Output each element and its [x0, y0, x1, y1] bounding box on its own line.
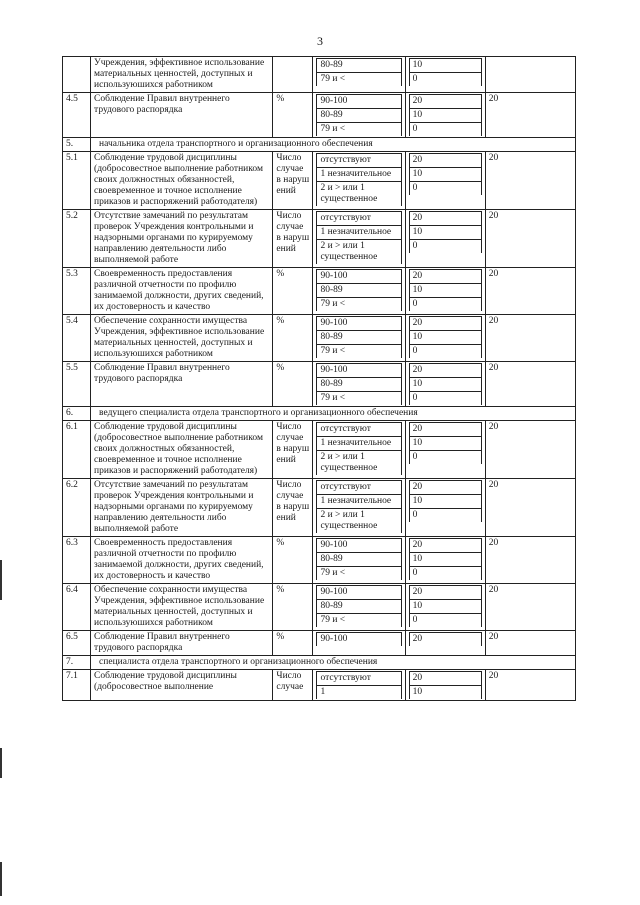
unit: % [273, 631, 313, 656]
value-range: 2 и > или 1 существенное [317, 182, 401, 207]
section-title: ведущего специалиста отдела транспортного и организационного обеспечения [91, 407, 576, 421]
page-number: 3 [317, 34, 323, 48]
points: 20 [409, 423, 481, 437]
value-range: отсутствуют [317, 481, 401, 495]
points-cell [405, 670, 485, 701]
points: 0 [409, 567, 481, 581]
unit: % [273, 268, 313, 315]
points: 10 [409, 109, 481, 123]
max-points: 20 [485, 421, 575, 479]
points: 10 [409, 600, 481, 614]
unit: % [273, 93, 313, 138]
unit: Число случае в наруш ений [273, 210, 313, 268]
criterion-text: Соблюдение Правил внутреннего трудового распорядка [91, 631, 273, 656]
points-cell [405, 93, 485, 138]
section-row [63, 656, 576, 670]
criterion-text: Своевременность предоставления различной отчетности по профилю занимаемой должности, других сведений, их достоверность и качество [91, 537, 273, 584]
value-range: 79 и < [317, 298, 401, 312]
unit: Число случае в наруш ений [273, 421, 313, 479]
points: 20 [409, 212, 481, 226]
value-range: 1 [317, 686, 401, 700]
value-range: 1 незначительное [317, 495, 401, 509]
criterion-number: 6.1 [63, 421, 91, 479]
criterion-row [63, 479, 576, 537]
max-points: 20 [485, 93, 575, 138]
value-range: 1 незначительное [317, 168, 401, 182]
max-points: 20 [485, 268, 575, 315]
criterion-number: 5.5 [63, 362, 91, 407]
criterion-row [63, 537, 576, 584]
value-range: 80-89 [317, 284, 401, 298]
value-range: 79 и < [317, 567, 401, 581]
value-range: 2 и > или 1 существенное [317, 509, 401, 534]
value-range: 90-100 [317, 539, 401, 553]
points: 0 [409, 392, 481, 406]
points-cell [405, 210, 485, 268]
criterion-row [63, 268, 576, 315]
criterion-row [63, 421, 576, 479]
value-ranges-cell [313, 479, 405, 537]
value-range: 1 незначительное [317, 437, 401, 451]
value-ranges-cell [313, 268, 405, 315]
value-range: отсутствуют [317, 212, 401, 226]
criterion-text: Обеспечение сохранности имущества Учреждения, эффективное использование материальных ценностей, доступных и используюшихся работником [91, 315, 273, 362]
unit: % [273, 362, 313, 407]
points: 20 [409, 270, 481, 284]
criterion-text: Отсутствие замечаний по результатам проверок Учреждения контрольными и надзорными органами по курируемому направлению деятельности либо выполняемой работе [91, 479, 273, 537]
value-ranges-cell [313, 315, 405, 362]
unit: % [273, 537, 313, 584]
value-range: 79 и < [317, 73, 401, 87]
criterion-row [63, 210, 576, 268]
criterion-number: 5.4 [63, 315, 91, 362]
criterion-row [63, 670, 576, 701]
criterion-row [63, 152, 576, 210]
points: 20 [409, 364, 481, 378]
criterion-number: 5.2 [63, 210, 91, 268]
unit [273, 57, 313, 93]
points: 0 [409, 345, 481, 359]
points: 10 [409, 59, 481, 73]
value-ranges-cell [313, 93, 405, 138]
points: 10 [409, 284, 481, 298]
criterion-row [63, 93, 576, 138]
value-ranges-cell [313, 421, 405, 479]
points: 10 [409, 331, 481, 345]
max-points: 20 [485, 152, 575, 210]
points: 10 [409, 378, 481, 392]
criterion-row [63, 584, 576, 631]
scan-edge-mark [0, 560, 2, 600]
points-cell [405, 362, 485, 407]
points: 10 [409, 437, 481, 451]
unit: % [273, 315, 313, 362]
max-points: 20 [485, 631, 575, 656]
value-range: 90-100 [317, 270, 401, 284]
points-cell [405, 57, 485, 93]
section-number: 7. [63, 656, 91, 670]
points-cell [405, 479, 485, 537]
points: 10 [409, 168, 481, 182]
value-range: 90-100 [317, 317, 401, 331]
points: 20 [409, 95, 481, 109]
value-range: 90-100 [317, 586, 401, 600]
value-ranges-cell [313, 537, 405, 584]
scan-edge-mark [0, 862, 2, 896]
section-title: специалиста отдела транспортного и организационного обеспечения [91, 656, 576, 670]
criterion-text: Отсутствие замечаний по результатам проверок Учреждения контрольными и надзорными органами по курируемому направлению деятельности либо выполняемой работе [91, 210, 273, 268]
points: 20 [409, 586, 481, 600]
max-points: 20 [485, 537, 575, 584]
value-range: 79 и < [317, 345, 401, 359]
criterion-number: 4.5 [63, 93, 91, 138]
points-cell [405, 584, 485, 631]
points: 20 [409, 672, 481, 686]
criterion-text: Соблюдение трудовой дисциплины (добросовестное выполнение работником своих должностных обязанностей, своевременное и точное исполнение приказов и распоряжений работодателя) [91, 152, 273, 210]
points: 20 [409, 481, 481, 495]
points: 20 [409, 317, 481, 331]
points-cell [405, 631, 485, 656]
points-cell [405, 315, 485, 362]
value-range: 80-89 [317, 59, 401, 73]
criterion-number: 6.4 [63, 584, 91, 631]
criterion-text: Учреждения, эффективное использование материальных ценностей, доступных и используюшихся работником [91, 57, 273, 93]
value-range: 90-100 [317, 95, 401, 109]
criterion-text: Обеспечение сохранности имущества Учреждения, эффективное использование материальных ценностей, доступных и используюшихся работником [91, 584, 273, 631]
unit: Число случае в наруш ений [273, 479, 313, 537]
points: 0 [409, 123, 481, 137]
value-range: 80-89 [317, 378, 401, 392]
points: 0 [409, 614, 481, 628]
points: 20 [409, 539, 481, 553]
points-cell [405, 152, 485, 210]
criterion-text: Соблюдение Правил внутреннего трудового распорядка [91, 93, 273, 138]
section-number: 5. [63, 138, 91, 152]
value-range: отсутствуют [317, 672, 401, 686]
value-range: 80-89 [317, 600, 401, 614]
value-ranges-cell [313, 631, 405, 656]
points: 0 [409, 73, 481, 87]
max-points: 20 [485, 210, 575, 268]
value-ranges-cell [313, 210, 405, 268]
criterion-number: 6.5 [63, 631, 91, 656]
criterion-number: 6.2 [63, 479, 91, 537]
value-range: отсутствуют [317, 154, 401, 168]
section-title: начальника отдела транспортного и организационного обеспечения [91, 138, 576, 152]
points: 10 [409, 226, 481, 240]
points-cell [405, 421, 485, 479]
criterion-number: 6.3 [63, 537, 91, 584]
criteria-table [62, 56, 576, 701]
value-range: 79 и < [317, 614, 401, 628]
criterion-text: Соблюдение трудовой дисциплины (добросовестное выполнение [91, 670, 273, 701]
value-ranges-cell [313, 584, 405, 631]
max-points: 20 [485, 670, 575, 701]
unit: % [273, 584, 313, 631]
criterion-text: Соблюдение Правил внутреннего трудового распорядка [91, 362, 273, 407]
value-range: 2 и > или 1 существенное [317, 240, 401, 265]
max-points: 20 [485, 479, 575, 537]
value-range: 79 и < [317, 392, 401, 406]
scan-edge-mark [0, 748, 2, 778]
value-ranges-cell [313, 670, 405, 701]
points: 0 [409, 298, 481, 312]
value-range: 2 и > или 1 существенное [317, 451, 401, 476]
criterion-number [63, 57, 91, 93]
criterion-row [63, 57, 576, 93]
unit: Число случае [273, 670, 313, 701]
points: 0 [409, 182, 481, 196]
points-cell [405, 268, 485, 315]
value-range: отсутствуют [317, 423, 401, 437]
value-range: 80-89 [317, 331, 401, 345]
section-row [63, 138, 576, 152]
max-points [485, 57, 575, 93]
max-points: 20 [485, 584, 575, 631]
criterion-number: 7.1 [63, 670, 91, 701]
criteria-table-body [63, 57, 576, 701]
points: 10 [409, 495, 481, 509]
criterion-row [63, 315, 576, 362]
value-range: 79 и < [317, 123, 401, 137]
value-ranges-cell [313, 57, 405, 93]
points: 10 [409, 686, 481, 700]
criterion-text: Своевременность предоставления различной отчетности по профилю занимаемой должности, других сведений, их достоверность и качество [91, 268, 273, 315]
value-range: 90-100 [317, 364, 401, 378]
max-points: 20 [485, 315, 575, 362]
value-range: 80-89 [317, 553, 401, 567]
points: 20 [409, 154, 481, 168]
value-ranges-cell [313, 152, 405, 210]
criterion-text: Соблюдение трудовой дисциплины (добросовестное выполнение работником своих должностных обязанностей, своевременное и точное исполнение приказов и распоряжений работодателя) [91, 421, 273, 479]
points: 20 [409, 633, 481, 647]
criterion-row [63, 631, 576, 656]
unit: Число случае в наруш ений [273, 152, 313, 210]
value-ranges-cell [313, 362, 405, 407]
section-row [63, 407, 576, 421]
max-points: 20 [485, 362, 575, 407]
criterion-number: 5.1 [63, 152, 91, 210]
points: 10 [409, 553, 481, 567]
value-range: 1 незначительное [317, 226, 401, 240]
points: 0 [409, 451, 481, 465]
points: 0 [409, 509, 481, 523]
section-number: 6. [63, 407, 91, 421]
criterion-number: 5.3 [63, 268, 91, 315]
points-cell [405, 537, 485, 584]
criterion-row [63, 362, 576, 407]
value-range: 80-89 [317, 109, 401, 123]
points: 0 [409, 240, 481, 254]
value-range: 90-100 [317, 633, 401, 647]
